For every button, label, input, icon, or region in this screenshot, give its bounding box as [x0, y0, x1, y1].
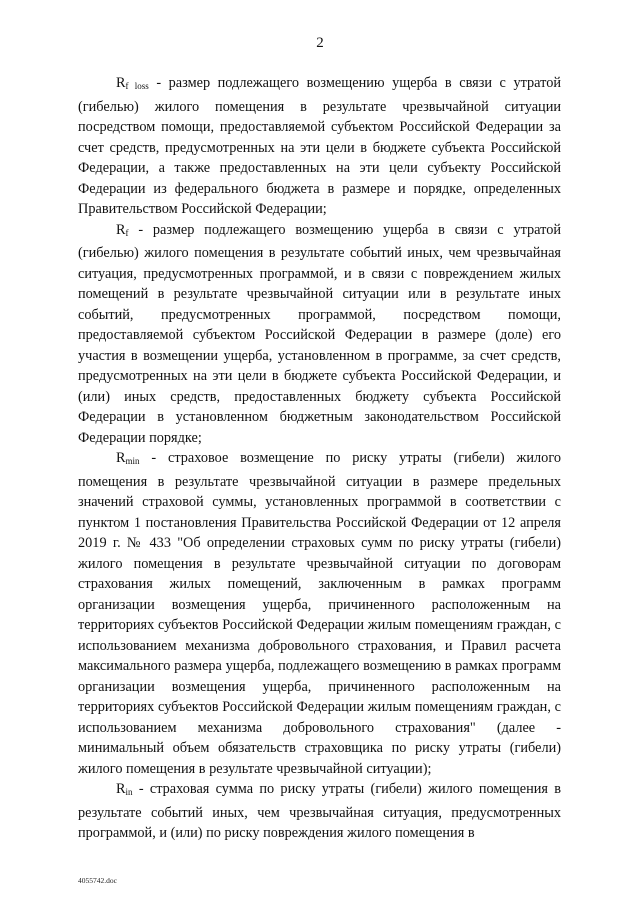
symbol: R: [116, 75, 126, 91]
symbol-subscript: min: [125, 456, 140, 466]
paragraph-r-f: [78, 220, 561, 449]
document-body: [78, 73, 561, 844]
paragraph-text: - страховая сумма по риску утраты (гибели) жилого помещения в результате событий иных, чем чрезвычайная ситуация, предусмотренных программой, и (или) по риску повреждения жилого помещения в: [78, 781, 561, 841]
paragraph-text: - размер подлежащего возмещению ущерба в связи с утратой (гибелью) жилого помещения в результате чрезвычайной ситуации посредством помощи, предоставляемой субъектом Российской Федерации за счет средств, предусмотренных на эти цели в бюджете субъекта Российской Федерации, а также предоставленных на эти цели субъекту Российской Федерации из федерального бюджета в размере и порядке, определенных Правительством Российской Федерации;: [78, 75, 561, 217]
symbol-subscript: in: [125, 787, 133, 797]
symbol: R: [116, 450, 126, 466]
paragraph-r-min: [78, 448, 561, 779]
paragraph-text: - размер подлежащего возмещению ущерба в связи с утратой (гибелью) жилого помещения в результате событий иных, чем чрезвычайная ситуация, предусмотренных программой, и в связи с повреждением жилых помещений в результате чрезвычайной ситуации или в результате иных событий, предусмотренных программой, посредством помощи, предоставляемой субъектом Российской Федерации в размере (доле) его участия в возмещении ущерба, установленном в программе, за счет средств, предусмотренных на эти цели в бюджете субъекта Российской Федерации, и (или) иных средств, предоставленных бюджету субъекта Российской Федерации в установленном бюджетным законодательством Российской Федерации порядке;: [78, 221, 561, 446]
paragraph-r-in: [78, 779, 561, 844]
symbol-subscript: f: [125, 227, 129, 238]
paragraph-r-f-loss: [78, 73, 561, 220]
page-number: 2: [316, 35, 324, 51]
symbol: R: [116, 221, 126, 238]
footer-filename: 4055742.doc: [78, 876, 117, 885]
symbol-subscript: f loss: [125, 81, 149, 91]
symbol: R: [116, 781, 126, 797]
paragraph-text: - страховое возмещение по риску утраты (гибели) жилого помещения в результате чрезвычайной ситуации в размере предельных значений страховой суммы, установленных программой в соответствии с пунктом 1 постановления Правительства Российской Федерации от 12 апреля 2019 г. № 433 "Об определении страховых сумм по риску утраты (гибели) жилого помещения в результате чрезвычайной ситуации по договорам страхования жилых помещений, заключенным в рамках программ организации возмещения ущерба, причиненного расположенным на территориях субъектов Российской Федерации жилым помещениям граждан, с использованием механизма добровольного страхования, и Правил расчета максимального размера ущерба, подлежащего возмещению в рамках программ организации возмещения ущерба, причиненного расположенным на территориях субъектов Российской Федерации жилым помещениям граждан, с использованием механизма добровольного страхования" (далее - минимальный объем обязательств страховщика по риску утраты (гибели) жилого помещения в результате чрезвычайной ситуации);: [78, 450, 561, 777]
